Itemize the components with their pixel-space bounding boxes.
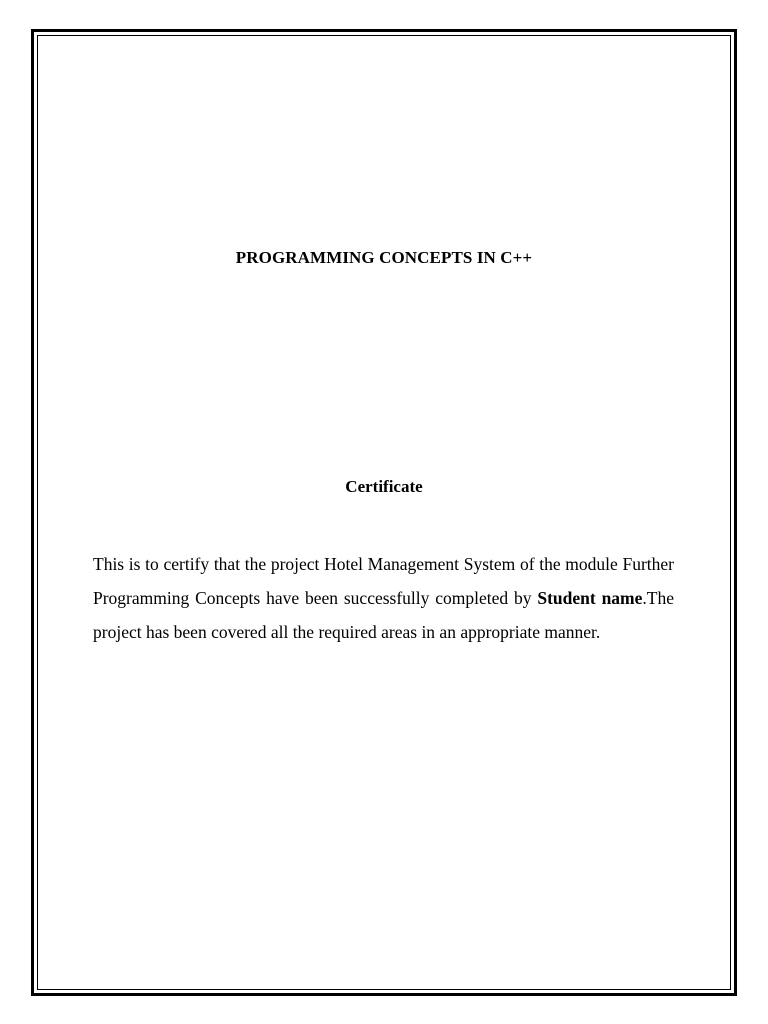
document-title: PROGRAMMING CONCEPTS IN C++	[235, 248, 533, 267]
page-border-inner	[37, 35, 731, 990]
certificate-text-end: .The project has been covered all the required areas in an appropriate manner.	[93, 588, 674, 642]
certificate-body	[93, 547, 674, 649]
certificate-text-start: This is to certify that the project Hotel Management System of the module Further Programming Concepts have been successfully completed by	[93, 554, 674, 608]
certificate-heading: Certificate	[345, 477, 423, 496]
page-border	[31, 29, 737, 996]
student-name: Student name	[537, 588, 643, 608]
